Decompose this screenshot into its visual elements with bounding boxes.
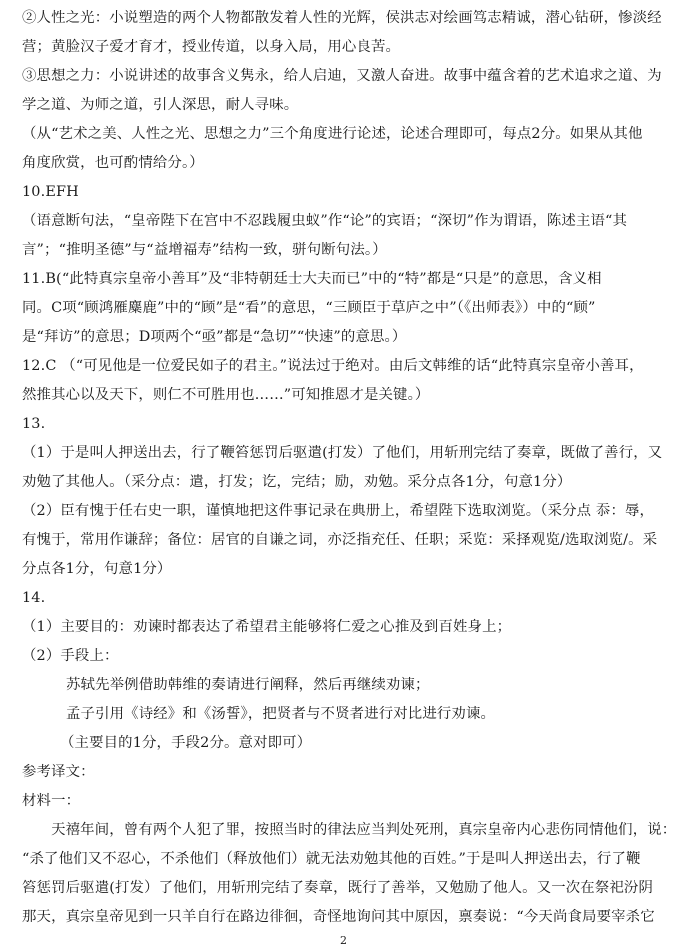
text-line-32: 那天，真宗皇帝见到一只羊自行在路边徘徊，奇怪地询问其中原因，禀奏说：“今天尚食局要宰杀它	[22, 909, 655, 925]
text-line-14: 然推其心以及天下，则仁不可胜用也……”可知推恩才是关键。）	[22, 387, 430, 403]
text-line-1: ②人性之光：小说塑造的两个人物都散发着人性的光辉，侯洪志对绘画笃志精诚，潜心钻研，惨淡经	[22, 10, 662, 26]
text-line-28: 材料一：	[22, 793, 81, 809]
text-line-31: 笞惩罚后驱遣(打发）了他们，用斩刑完结了奏章，既行了善举，又勉励了他人。又一次在祭祀汾阴	[22, 880, 654, 896]
text-line-7: 10.EFH	[22, 184, 79, 200]
text-line-13: 12.C （“可见他是一位爱民如子的君主。”说法过于绝对。由后文韩维的话“此特真宗皇帝小善耳，	[22, 358, 644, 374]
text-line-2: 营；黄脸汉子爱才育才，授业传道，以身入局，用心良苦。	[22, 39, 401, 55]
text-line-18: （2）臣有愧于任右史一职，谨慎地把这件事记录在典册上，希望陛下选取浏览。（采分点 忝：辱，	[22, 503, 655, 519]
text-line-6: 角度欣赏，也可酌情给分。）	[22, 155, 204, 171]
text-line-20: 分点各1分，句意1分）	[22, 561, 172, 577]
text-line-27: 参考译文：	[22, 764, 95, 780]
text-line-4: 学之道、为师之道，引人深思，耐人寻味。	[22, 97, 299, 113]
text-line-17: 劝勉了其他人。（采分点：遣，打发；讫，完结；励，劝勉。采分点各1分，句意1分）	[22, 474, 572, 490]
text-line-22: （1）主要目的：劝谏时都表达了希望君主能够将仁爱之心推及到百姓身上；	[22, 619, 512, 635]
text-line-29: 天禧年间，曾有两个人犯了罪，按照当时的律法应当判处死刑，真宗皇帝内心悲伤同情他们，说：	[22, 822, 677, 838]
page-number: 2	[340, 934, 347, 947]
text-line-12: 是“拜访”的意思；D项两个“亟”都是“急切”“快速”的意思。）	[22, 329, 407, 345]
text-line-21: 14.	[22, 590, 46, 606]
text-line-5: （从“艺术之美、人性之光、思想之力”三个角度进行论述，论述合理即可，每点2分。如果从其他	[22, 126, 643, 142]
text-line-26: （主要目的1分，手段2分。意对即可）	[60, 735, 312, 751]
text-line-23: （2）手段上：	[22, 648, 119, 664]
text-line-10: 11.B(“此特真宗皇帝小善耳”及“非特朝廷士大夫而已”中的“特”都是“只是”的意思，含义相	[22, 271, 602, 287]
text-line-11: 同。C项“顾鸿雁麋鹿”中的“顾”是“看”的意思，“三顾臣于草庐之中”（《出师表》）中的“顾”	[22, 300, 596, 316]
text-line-15: 13.	[22, 416, 46, 432]
text-line-19: 有愧于，常用作谦辞；备位：居官的自谦之词，亦泛指充任、任职；采览：采择观览/选取浏览/。采	[22, 532, 658, 548]
text-line-25: 孟子引用《诗经》和《汤誓》，把贤者与不贤者进行对比进行劝谏。	[66, 706, 496, 722]
text-line-8: （语意断句法，“皇帝陛下在宫中不忍践履虫蚁”作“论”的宾语；“深切”作为谓语，陈述主语“其	[22, 213, 628, 229]
text-line-9: 言”；“推明圣德”与“益增福寿”结构一致，骈句断句法。）	[22, 242, 387, 258]
text-line-24: 苏轼先举例借助韩维的奏请进行阐释，然后再继续劝谏；	[66, 677, 430, 693]
text-line-30: “杀了他们又不忍心，不杀他们（释放他们）就无法劝勉其他的百姓。”于是叫人押送出去，行了鞭	[22, 851, 641, 867]
text-line-16: （1）于是叫人押送出去，行了鞭笞惩罚后驱遣(打发）了他们，用斩刑完结了奏章，既做了善行，又	[22, 445, 663, 461]
text-line-3: ③思想之力：小说讲述的故事含义隽永，给人启迪，又激人奋进。故事中蕴含着的艺术追求之道、为	[22, 68, 662, 84]
